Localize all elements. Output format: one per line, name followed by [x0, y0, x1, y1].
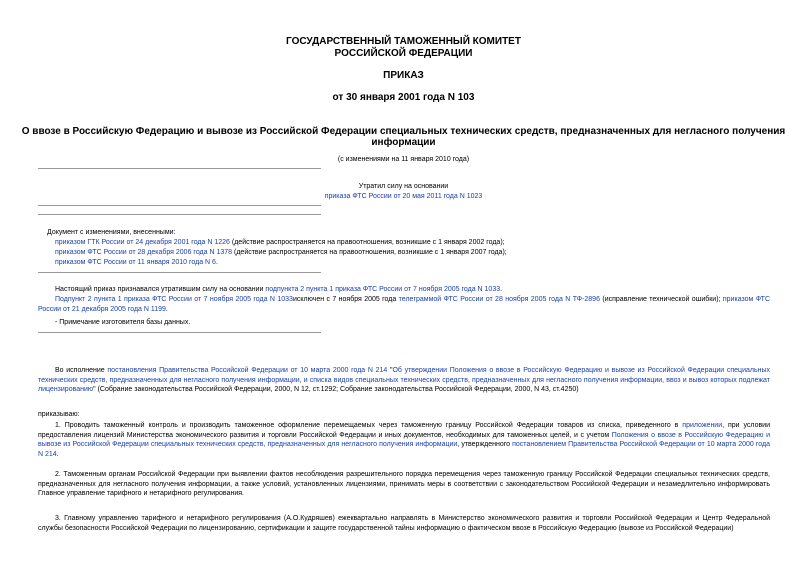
- amendment-link-1[interactable]: приказом ГТК России от 24 декабря 2001 года N 1226: [55, 239, 230, 246]
- notice-link-4[interactable]: приказом ФТС России от 21 декабря 2005 года N 1199: [38, 296, 771, 313]
- doc-title-line2: информации: [371, 137, 436, 148]
- paragraph-2: 2. Таможенным органам Российской Федерации при выявлении фактов несоблюдения разрешительного порядка перемещения через таможенную границу Российской Федерации специальных технических средств, предназначенных для негласного получения информации, а также условий, установленных лицензиями, принимать меры в соответствии с законодательством Российской Федерации и незамедлительно информировать Главное управление тарифного и нетарифного регулирования.: [38, 471, 770, 497]
- divider: [38, 168, 321, 169]
- paragraph-1: 1. Проводить таможенный контроль и производить таможенное оформление перемещаемых через таможенную границу Российской Федерации товаров из списка, приведенного в приложении, при условии предоставления лицензий Министерства экономического развития и торговли Российской Федерации и иных документов, необходимых для таможенных целей, и с учетом Положения о ввозе в Российскую Федерацию и вывозе из Российской Федерации специальных технических средств, предназначенных для негласного получения информации, утвержденного постановлением Правительства Российской Федерации от 10 марта 2000 года N 214.: [38, 422, 771, 458]
- amendment-link-3[interactable]: приказом ФТС России от 11 января 2010 года N 6: [55, 259, 216, 266]
- regulation-link[interactable]: Положения о ввозе в Российскую Федерацию и вывозе из Российской Федерации специальных технических средств, предназначенных для негласного получения информации: [38, 431, 770, 448]
- notice-link-2[interactable]: Подпункт 2 пункта 1 приказа ФТС России от 7 ноября 2005 года N 1033: [55, 296, 293, 303]
- amendment-link-2[interactable]: приказом ФТС России от 28 декабря 2006 года N 1378: [55, 249, 233, 256]
- divider: [38, 272, 321, 273]
- list-item: приказом ФТС России от 28 декабря 2006 года N 1378 (действие распространяется на правоотношения, возникшие с 1 января 2007 года);: [55, 249, 507, 256]
- amendments-intro: Документ с изменениями, внесенными:: [47, 229, 176, 236]
- divider: [38, 205, 321, 206]
- doc-date: от 30 января 2001 года N 103: [332, 92, 475, 103]
- amended-note: (с изменениями на 11 января 2010 года): [337, 156, 470, 163]
- preamble-link-2[interactable]: Об утверждении Положения о ввозе в Российскую Федерацию и вывозе из Российской Федерации специальных технических средств, предназначенных для негласного получения информации, и списка видов специальных технических средств, предназначенных для негласного получения информации, ввоз и вывоз которых подлежат лицензированию: [38, 367, 771, 393]
- expired-text: Утратил силу на основании: [358, 183, 449, 190]
- divider: [38, 214, 321, 215]
- expired-link[interactable]: приказа ФТС России от 20 мая 2011 года N 1023: [324, 193, 483, 200]
- doc-title-line1: О ввозе в Российскую Федерацию и вывозе из Российской Федерации специальных технических средств, предназначенных для негласного получения: [21, 126, 786, 137]
- resolution-link[interactable]: постановлением Правительства Российской Федерации от 10 марта 2000 года N 214: [38, 441, 771, 458]
- list-item: приказом ГТК России от 24 декабря 2001 года N 1226 (действие распространяется на правоотношения, возникшие с 1 января 2002 года);: [55, 239, 505, 246]
- appendix-link[interactable]: приложении: [682, 422, 723, 429]
- notice-line2: Подпункт 2 пункта 1 приказа ФТС России от 7 ноября 2005 года N 1033исключен с 7 ноября 2005 года телеграммой ФТС России от 28 ноября 2005 года N ТФ-2896 (исправление технической ошибки); приказом ФТС России от 21 декабря 2005 года N 1199.: [38, 296, 771, 313]
- list-item: приказом ФТС России от 11 января 2010 года N 6.: [55, 259, 218, 266]
- preamble-link-1[interactable]: постановления Правительства Российской Федерации от 10 марта 2000 года N 214: [107, 367, 388, 374]
- org-name-line2: РОССИЙСКОЙ ФЕДЕРАЦИИ: [334, 48, 473, 59]
- paragraph-3: 3. Главному управлению тарифного и нетарифного регулирования (А.О.Кудряшев) ежеквартально направлять в Министерство экономического развития и торговли Российской Федерации и Центр Федеральной службы безопасности Российской Федерации по лицензированию, сертификации и защите государственной тайны информацию о фактическом ввозе в Российскую Федерацию (вывозе из Российской Федерации): [38, 515, 770, 532]
- publisher-note: - Примечание изготовителя базы данных.: [55, 319, 191, 326]
- preamble: Во исполнение постановления Правительства Российской Федерации от 10 марта 2000 года N 214 "Об утверждении Положения о ввозе в Российскую Федерацию и вывозе из Российской Федерации специальных технических средств, предназначенных для негласного получения информации, и списка видов специальных технических средств, предназначенных для негласного получения информации, ввоз и вывоз которых подлежат лицензированию" (Собрание законодательства Российской Федерации, 2000, N 12, ст.1292; Собрание законодательства Российской Федерации, 2000, N 43, ст.4250): [38, 367, 771, 393]
- notice-link-3[interactable]: телеграммой ФТС России от 28 ноября 2005 года N ТФ-2896: [398, 296, 600, 303]
- orders-word: приказываю:: [38, 411, 80, 418]
- notice-line1: Настоящий приказ признавался утратившим силу на основании подпункта 2 пункта 1 приказа ФТС России от 7 ноября 2005 года N 1033.: [55, 286, 503, 293]
- divider: [38, 332, 321, 333]
- org-name-line1: ГОСУДАРСТВЕННЫЙ ТАМОЖЕННЫЙ КОМИТЕТ: [286, 36, 521, 47]
- doc-type: ПРИКАЗ: [383, 70, 424, 81]
- notice-link-1[interactable]: подпункта 2 пункта 1 приказа ФТС России от 7 ноября 2005 года N 1033: [265, 286, 501, 293]
